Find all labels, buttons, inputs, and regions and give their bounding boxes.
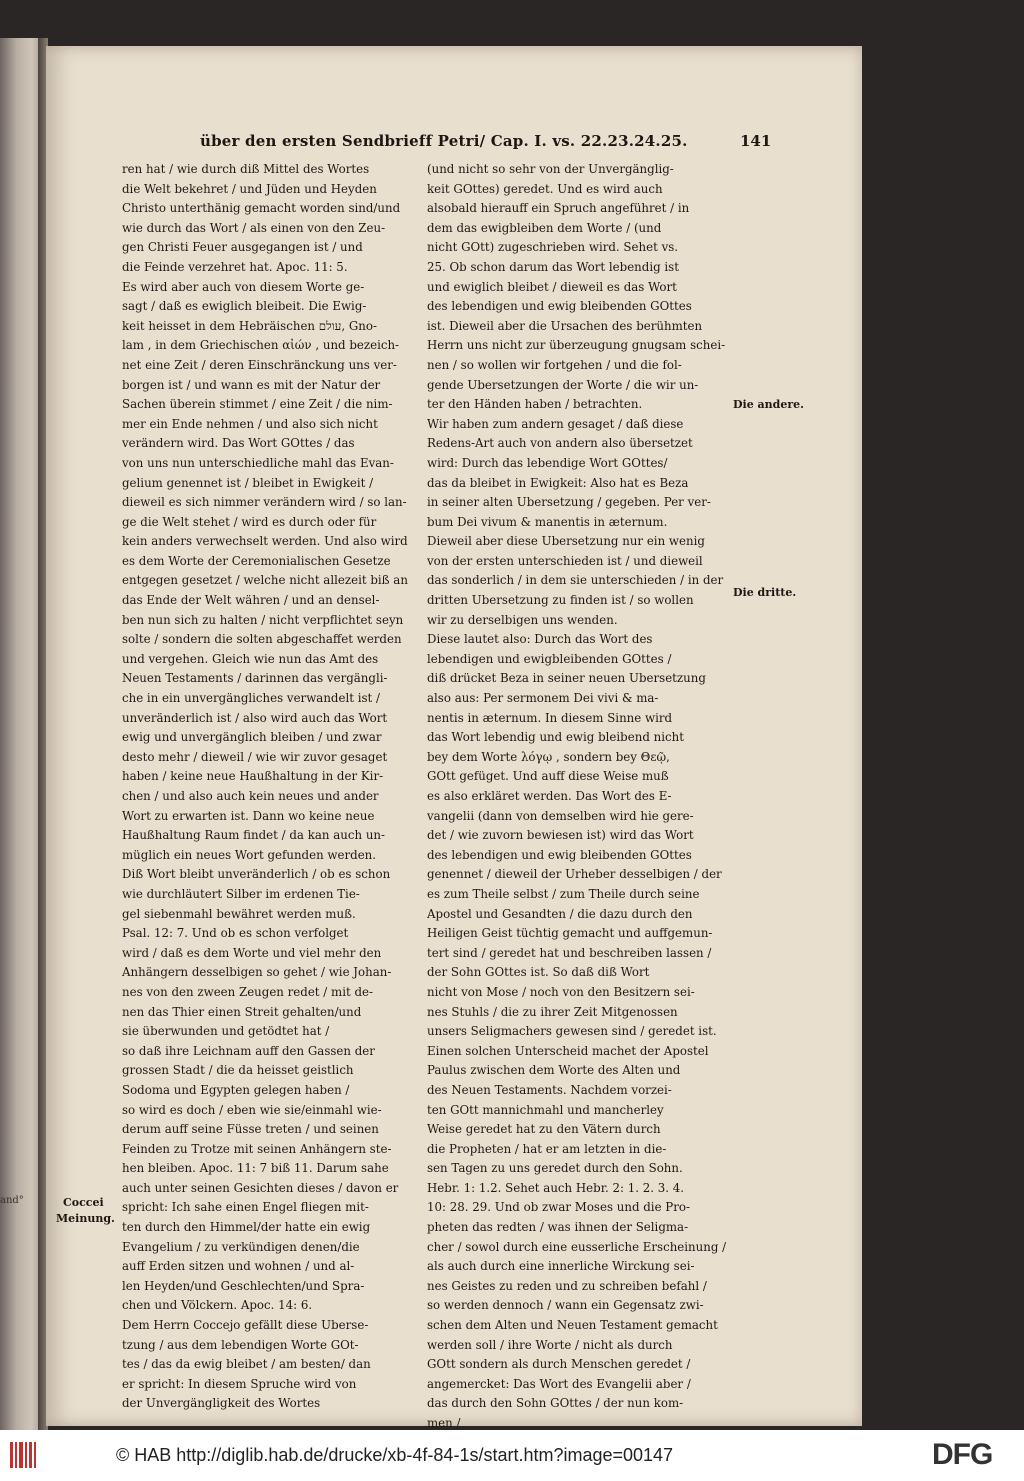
text-line: es also erkläret werden. Das Wort des E- (427, 789, 672, 803)
text-line: nentis in æternum. In diesem Sinne wird (427, 710, 673, 725)
margin-note-coccei: Coccei (63, 1196, 104, 1209)
text-line: Diese lautet also: Durch das Wort des (427, 632, 653, 647)
text-line: Sodoma und Egypten gelegen haben / (122, 1082, 350, 1097)
text-line: hen bleiben. Apoc. 11: 7 biß 11. Darum sahe (122, 1161, 389, 1176)
text-line: die Feinde verzehret hat. Apoc. 11: 5. (122, 259, 348, 274)
text-line: der Unvergängligkeit des Wortes (122, 1396, 321, 1411)
text-line: mer ein Ende nehmen / und also sich nicht (122, 416, 378, 431)
text-line: unveränderlich ist / also wird auch das Wort (122, 710, 388, 725)
text-line: pheten das redten / was ihnen der Seligma- (427, 1220, 689, 1235)
text-line: Diß Wort bleibt unveränderlich / ob es schon (122, 867, 391, 882)
margin-note-die-andere: Die andere. (733, 398, 804, 411)
text-line: Redens-Art auch von andern also übersetzet (427, 436, 693, 451)
text-line: Herrn uns nicht zur überzeugung gnugsam schei- (427, 338, 726, 353)
text-line: borgen ist / und wann es mit der Natur der (122, 377, 381, 392)
facing-page-fragment: and° (0, 1195, 24, 1206)
text-line: wie durchläutert Silber im erdenen Tie- (122, 886, 360, 901)
text-line: dritten Ubersetzung zu finden ist / so wollen (427, 593, 694, 608)
text-line: GOtt sondern als durch Menschen geredet / (427, 1357, 691, 1372)
text-line: ge die Welt stehet / wird es durch oder für (122, 514, 377, 529)
text-line: Sachen überein stimmet / eine Zeit / die nim- (122, 397, 393, 412)
text-line: dem das ewigbleiben dem Worte / (und (427, 220, 662, 235)
text-line: Anhängern desselbigen so gehet / wie Johan- (122, 965, 392, 980)
text-line: diß drücket Beza in seiner neuen Ubersetzung (427, 671, 706, 686)
text-line: von uns nun unterschiedliche mahl das Evan- (122, 455, 394, 470)
text-line: das da bleibet in Ewigkeit: Also hat es Beza (427, 475, 689, 490)
text-line: keit GOttes) geredet. Und es wird auch (427, 181, 663, 196)
text-line: tes / das da ewig bleibet / am besten/ dan (122, 1357, 371, 1372)
text-line: men / (427, 1416, 461, 1430)
text-line: schen dem Alten und Neuen Testament gemacht (427, 1318, 718, 1333)
text-line: so wird es doch / eben wie sie/einmahl wie- (122, 1102, 382, 1117)
right-text-column (427, 160, 726, 1434)
text-line: ist. Dieweil aber die Ursachen des berühmten (427, 318, 703, 333)
text-line: haben / keine neue Haußhaltung in der Kir- (122, 769, 384, 784)
copyright-link[interactable]: © HAB http://diglib.hab.de/drucke/xb-4f-84-1s/start.htm?image=00147 (116, 1445, 674, 1465)
text-line: wird: Durch das lebendige Wort GOttes/ (427, 455, 668, 470)
text-line: das durch den Sohn GOttes / der nun kom- (427, 1396, 684, 1411)
text-line: 25. Ob schon darum das Wort lebendig ist (427, 259, 679, 274)
text-line: wir zu derselbigen uns wenden. (427, 612, 618, 627)
text-line: Apostel und Gesandten / die dazu durch den (427, 906, 693, 921)
text-line: Feinden zu Trotze mit seinen Anhängern ste- (122, 1141, 392, 1156)
text-line: sen Tagen zu uns geredet durch den Sohn. (427, 1161, 683, 1176)
text-line: net eine Zeit / deren Einschränckung uns ver- (122, 357, 397, 372)
facing-page-edge (0, 38, 42, 1430)
text-line: nes Stuhls / die zu ihrer Zeit Mitgenossen (427, 1004, 678, 1019)
text-line: spricht: Ich sahe einen Engel fliegen mit- (122, 1200, 369, 1215)
text-line: det / wie zuvorn bewiesen ist) wird das Wort (427, 828, 694, 843)
text-line: dieweil es sich nimmer verändern wird / so lan- (122, 495, 407, 510)
text-line: das Wort lebendig und ewig bleibend nicht (427, 730, 684, 745)
text-line: ten GOtt mannichmahl und mancherley (427, 1102, 664, 1117)
dfg-logo: DFG (932, 1438, 993, 1471)
text-line: bum Dei vivum & manentis in æternum. (427, 514, 668, 529)
text-line: sie überwunden und getödtet hat / (122, 1024, 330, 1039)
text-line: tert sind / geredet hat und beschreiben lassen / (427, 945, 712, 960)
text-line: in seiner alten Ubersetzung / gegeben. Per ver- (427, 495, 711, 510)
text-line: Evangelium / zu verkündigen denen/die (122, 1239, 360, 1254)
text-line: sagt / daß es ewiglich bleibeit. Die Ewig- (122, 299, 367, 314)
text-line: chen und Völckern. Apoc. 14: 6. (122, 1298, 313, 1313)
text-line: die Welt bekehret / und Jüden und Heyden (122, 181, 377, 196)
text-line: Wort zu erwarten ist. Dann wo keine neue (122, 808, 375, 823)
text-line: che in ein unvergängliches verwandelt ist / (122, 691, 381, 706)
text-line: kein anders verwechselt werden. Und also wird (122, 534, 408, 549)
text-line: derum auff seine Füsse treten / und seinen (122, 1122, 379, 1137)
text-line: verändern wird. Das Wort GOttes / das (122, 436, 355, 451)
text-line: so werden dennoch / wann ein Gegensatz zwi- (427, 1298, 704, 1313)
text-line: und vergehen. Gleich wie nun das Amt des (122, 651, 379, 666)
text-line: des Neuen Testaments. Nachdem vorzei- (427, 1082, 672, 1097)
text-line: ter den Händen haben / betrachten. (427, 397, 643, 412)
text-line: bey dem Worte λόγῳ , sondern bey Θεῷ, (427, 749, 670, 764)
text-line: vangelii (dann von demselben wird hie gere- (427, 808, 694, 823)
text-line: auff Erden sitzen und wohnen / und al- (122, 1259, 355, 1274)
text-line: gen Christi Feuer ausgegangen ist / und (122, 240, 363, 255)
text-line: grossen Stadt / die da heisset geistlich (122, 1063, 354, 1078)
text-line: müglich ein neues Wort gefunden werden. (122, 847, 377, 862)
text-line: ren hat / wie durch diß Mittel des Wortes (122, 162, 370, 176)
text-line: Dieweil aber diese Ubersetzung nur ein wenig (427, 534, 705, 549)
text-line: nes Geistes zu reden und zu schreiben befahl / (427, 1278, 707, 1293)
text-line: wird / daß es dem Worte und viel mehr den (122, 945, 382, 960)
text-line: das Ende der Welt währen / und an densel- (122, 593, 380, 608)
text-line: angemercket: Das Wort des Evangelii aber / (427, 1376, 691, 1391)
text-line: (und nicht so sehr von der Unvergänglig- (427, 162, 674, 176)
text-line: es zum Theile selbst / zum Theile durch seine (427, 886, 700, 901)
text-line: Weise geredet hat zu den Vätern durch (427, 1122, 661, 1137)
text-line: Heiligen Geist tüchtig gemacht und auffgemun- (427, 926, 713, 941)
text-line: nen / so wollen wir fortgehen / und die fol- (427, 357, 682, 372)
text-line: die Propheten / hat er am letzten in die- (427, 1141, 667, 1156)
text-line: nes von den zween Zeugen redet / mit de- (122, 984, 373, 999)
left-text-column (122, 160, 418, 1414)
text-line: keit heisset in dem Hebräischen עולם, Gno- (122, 318, 377, 333)
text-line: unsers Seligmachers gewesen sind / geredet ist. (427, 1024, 717, 1039)
margin-note-die-dritte: Die dritte. (733, 586, 797, 599)
text-line: werden soll / ihre Worte / nicht als durch (427, 1337, 673, 1352)
text-line: Christo unterthänig gemacht worden sind/und (122, 201, 401, 216)
text-line: gelium genennet ist / bleibet in Ewigkeit / (122, 475, 374, 490)
text-line: lebendigen und ewigbleibenden GOttes / (427, 651, 672, 666)
text-line: das sonderlich / in dem sie unterschieden / in der (427, 573, 724, 588)
text-line: Es wird aber auch von diesem Worte ge- (122, 279, 365, 294)
text-line: alsobald hierauff ein Spruch angeführet / in (427, 201, 690, 216)
text-line: len Heyden/und Geschlechten/und Spra- (122, 1278, 365, 1293)
text-line: Hebr. 1: 1.2. Sehet auch Hebr. 2: 1. 2. 3. 4. (427, 1180, 685, 1195)
text-line: ten durch den Himmel/der hatte ein ewig (122, 1220, 371, 1235)
text-line: cher / sowol durch eine eusserliche Erscheinung / (427, 1239, 726, 1254)
text-line: ewig und unvergänglich bleiben / und zwar (122, 730, 382, 745)
text-line: genennet / dieweil der Urheber desselbigen / der (427, 867, 722, 882)
text-line: 10: 28. 29. Und ob zwar Moses und die Pro- (427, 1200, 690, 1215)
text-line: auch unter seinen Gesichten dieses / davon er (122, 1180, 399, 1195)
text-line: und ewiglich bleibet / dieweil es das Wort (427, 279, 677, 294)
text-line: er spricht: In diesem Spruche wird von (122, 1376, 357, 1391)
text-line: ben nun sich zu halten / nicht verpflichtet seyn (122, 612, 404, 627)
text-line: von der ersten unterschieden ist / und dieweil (427, 553, 703, 568)
text-line: nicht von Mose / noch von den Besitzern sei- (427, 984, 695, 999)
text-line: Neuen Testaments / darinnen das vergängli- (122, 671, 388, 686)
text-line: wie durch das Wort / als einen von den Zeu- (122, 220, 386, 235)
text-line: gende Ubersetzungen der Worte / die wir un- (427, 377, 699, 392)
text-line: Dem Herrn Coccejo gefällt diese Uberse- (122, 1318, 369, 1333)
text-line: desto mehr / dieweil / wie wir zuvor gesaget (122, 749, 388, 764)
text-line: gel siebenmahl bewähret werden muß. (122, 906, 356, 921)
text-line: des lebendigen und ewig bleibenden GOttes (427, 299, 692, 314)
text-line: Psal. 12: 7. Und ob es schon verfolget (122, 926, 349, 941)
text-line: nen das Thier einen Streit gehalten/und (122, 1004, 362, 1019)
text-line: so daß ihre Leichnam auff den Gassen der (122, 1043, 375, 1058)
text-line: Haußhaltung Raum findet / da kan auch un- (122, 828, 386, 843)
running-title: über den ersten Sendbrieff Petri/ Cap. I. vs. 22.23.24.25. (200, 132, 688, 150)
text-line: Paulus zwischen dem Worte des Alten und (427, 1063, 681, 1078)
text-line: GOtt gefüget. Und auff diese Weise muß (427, 769, 669, 784)
barcode-icon (10, 1442, 38, 1468)
page-number: 141 (740, 132, 772, 150)
text-line: also aus: Per sermonem Dei vivi & ma- (427, 691, 659, 706)
text-line: chen / und also auch kein neues und ander (122, 789, 379, 803)
text-line: Einen solchen Unterscheid machet der Apostel (427, 1043, 709, 1058)
text-line: Wir haben zum andern gesaget / daß diese (427, 416, 684, 431)
margin-note-meinung: Meinung. (56, 1212, 115, 1225)
running-header (200, 132, 800, 154)
text-line: des lebendigen und ewig bleibenden GOttes (427, 847, 692, 862)
text-line: solte / sondern die solten abgeschaffet werden (122, 632, 402, 647)
text-line: nicht GOtt) zugeschrieben wird. Sehet vs. (427, 240, 679, 255)
text-line: entgegen gesetzet / welche nicht allezeit biß an (122, 573, 408, 588)
text-line: tzung / aus dem lebendigen Worte GOt- (122, 1337, 359, 1352)
text-line: lam , in dem Griechischen αἰών , und bezeich- (122, 338, 400, 353)
viewer-footer (0, 1430, 1024, 1481)
text-line: es dem Worte der Ceremonialischen Gesetze (122, 553, 391, 568)
text-line: der Sohn GOttes ist. So daß diß Wort (427, 965, 650, 980)
text-line: als auch durch eine innerliche Wirckung sei- (427, 1259, 695, 1274)
